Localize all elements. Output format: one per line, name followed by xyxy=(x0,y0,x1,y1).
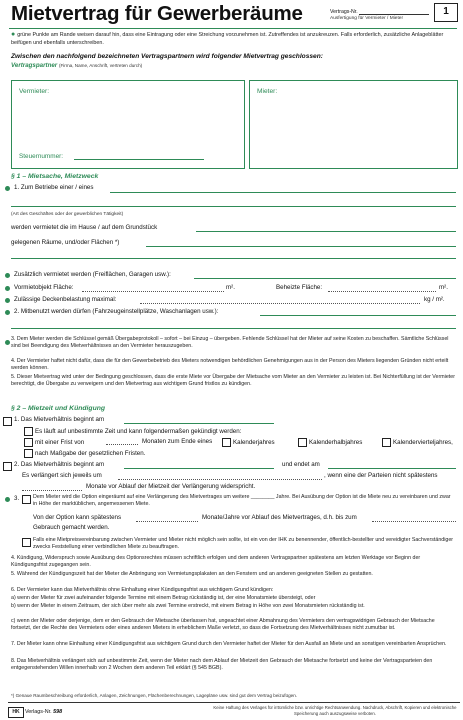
notice-months-label: Monaten zum Ende eines xyxy=(142,438,213,445)
shared-use-label: 2. Mitbenutzt werden dürfen (Fahrzeugeinstellplätze, Waschanlagen usw.): xyxy=(14,308,219,315)
option-date-field[interactable] xyxy=(372,521,456,522)
publisher-logo: HK xyxy=(8,707,24,718)
area-field[interactable] xyxy=(82,291,224,292)
permits-paragraph: 4. Der Vermieter haftet nicht dafür, dass die für den Gewerbebetrieb des Mieters notwendigen behördlichen Genehmigungen aus in der Person des Mieters liegenden Gründen nicht erteilt werden können. xyxy=(11,358,449,372)
clause-b: b) wenn der Mieter in einem Zeitraum, der sich über mehr als zwei Termine erstreckt, mit einem Betrag in Höhe von zwei Monatsmieten rückständig ist. xyxy=(11,603,365,609)
green-dot-icon xyxy=(5,286,10,291)
green-dot-icon xyxy=(5,273,10,278)
tenant-termination-paragraph: 7. Der Mieter kann ohne Einhaltung einer Kündigungsfrist aus wichtigem Grund durch den Vermieter haftet der Mieter für den Ausfall an Miete und an sonstigen vereinbarten Ansprüchen. xyxy=(11,641,447,647)
publisher-number-label: Verlags-Nr. xyxy=(25,709,52,715)
objection-label: Monate vor Ablauf der Mietzeit der Verlängerung widerspricht. xyxy=(86,483,256,490)
parties-label-text: Vertragspartner xyxy=(11,62,58,69)
rooms-line-2[interactable] xyxy=(11,258,456,259)
shared-use-line[interactable] xyxy=(260,315,456,316)
extension-field[interactable] xyxy=(118,479,322,480)
objection-months-field[interactable] xyxy=(22,490,82,491)
statutory-row xyxy=(24,449,145,458)
area-label: Vormietobjekt Fläche: xyxy=(14,284,74,291)
shared-use-line-2[interactable] xyxy=(11,328,456,329)
section-2-title: § 2 – Mietzeit und Kündigung xyxy=(11,405,106,412)
notice-period-row xyxy=(24,438,84,447)
business-type-hint: (Art des Geschäftes oder der gewerblichen Tätigkeit) xyxy=(11,212,124,217)
parties-hint: (Firma, Name, Anschrift, vertreten durch) xyxy=(58,63,143,68)
keys-paragraph: 3. Dem Mieter werden die Schlüssel gemäß Übergabeprotokoll – sofort – bei Einzug – übergeben. Fehlende Schlüssel hat der Mieter auf seine Kosten zu beschaffen. Sämtliche Schlüssel sind bei Beendigung des Mietverhältnisses an den Vermieter herauszugeben. xyxy=(11,336,449,350)
landlord-termination-paragraph: 6. Der Vermieter kann das Mietverhältnis ohne Einhaltung einer Kündigungsfrist aus wichtigem Grund kündigen: xyxy=(11,587,274,593)
indefinite-term-checkbox[interactable] xyxy=(24,427,33,436)
publisher-number xyxy=(25,709,62,715)
tax-number-label: Steuernummer: xyxy=(19,153,64,160)
ceiling-load-unit: kg / m². xyxy=(424,296,445,303)
clause-c: c) wenn der Mieter oder derjenige, dem er den Gebrauch der Mietsache überlassen hat, ungeachtet einer Abmahnung des Vermieters den vertragswidrigen Gebrauch der Mietsache fortsetzt, der die Rechte des Vermieters oder eines anderen Mieters in erheblichem Maße verletzt, so dass die Fortsetzung des Mietverhältnisses nicht zumutbar ist. xyxy=(11,618,435,632)
liability-disclaimer: Keine Haftung des Verlages für irrtümliche bzw. unrichtige Rechtsanwendung. Nachdruck, Abschrift, Kopieren und elektronische Speicherung auch auszugsweise verboten. xyxy=(213,705,457,716)
green-dot-icon xyxy=(5,497,10,502)
business-purpose-label: 1. Zum Betriebe einer / eines xyxy=(14,184,94,191)
notice-period-label: mit einer Frist von xyxy=(35,439,85,447)
rooms-line[interactable] xyxy=(146,246,456,247)
calendar-year-checkbox[interactable] xyxy=(222,438,231,447)
option-deadline-label: Von der Option kann spätestens xyxy=(33,514,122,521)
option-text-b: Jahre. Bei Ausübung der Option ist die Miete neu zu vereinbaren und zwar in Höhe der marktüblichen, angemessenen Miete. xyxy=(33,494,451,508)
notice-period-checkbox[interactable] xyxy=(24,438,33,447)
tenant-box[interactable] xyxy=(249,80,458,169)
arbitration-paragraph: Falls eine Mietpreisvereinbarung zwischen Vermieter und Mieter nicht möglich sein sollte, ist ein von der IHK zu benennender, öffentlich-bestellter und vereidigter Sachverständiger zwecks Feststellung einer verbindlichen Miete zu beauftragen. xyxy=(33,537,454,551)
area-unit: m². xyxy=(226,284,235,291)
business-purpose-line[interactable] xyxy=(110,192,456,193)
contract-number-line[interactable] xyxy=(359,9,429,15)
ceiling-load-field[interactable] xyxy=(140,303,420,304)
landlord-box[interactable] xyxy=(11,80,245,169)
additional-rental-line[interactable] xyxy=(194,278,456,279)
tacit-extension-paragraph: 8. Das Mietverhältnis verlängert sich auf unbestimmte Zeit, wenn der Mieter nach dem Ablauf der Mietzeit den Gebrauch der Mietsache fortsetzt und keine der Vertragsparteien den entgegenstehenden Willen innerhalb von 2 Wochen dem anderen Teil erklärt (§ 545 BGB). xyxy=(11,658,433,672)
page-number: 1 xyxy=(434,3,458,22)
business-purpose-line-2[interactable] xyxy=(11,206,456,207)
page-title: Mietvertrag für Gewerberäume xyxy=(11,2,303,25)
written-form-paragraph: 4. Kündigung, Widerspruch sowie Ausübung des Optionsrechtes müssen schriftlich erfolgen und dem anderen Vertragspartner spätestens am letzten Werktage vor Beginn der Kündigungsfrist zugegangen sein. xyxy=(11,555,421,569)
half-year-checkbox[interactable] xyxy=(298,438,307,447)
extension-cond: , wenn eine der Parteien nicht spätestens xyxy=(324,472,438,479)
tenant-label: Mieter: xyxy=(257,88,278,95)
indefinite-term-text: Es läuft auf unbestimmte Zeit und kann folgendermaßen gekündigt werden: xyxy=(35,428,242,436)
opt-calendar-year xyxy=(222,438,275,447)
arbitration-checkbox[interactable] xyxy=(22,538,31,547)
premises-address-label: werden vermietet die im Hause / auf dem Grundstück xyxy=(11,224,158,231)
parties-heading: Zwischen den nachfolgend bezeichneten Vertragspartnern wird folgender Mietvertrag geschlossen: xyxy=(11,53,323,60)
option-text-a: Dem Mieter wird die Option eingeräumt auf eine Verlängerung des Mietvertrages um weitere xyxy=(33,494,250,500)
green-dot-icon xyxy=(5,186,10,191)
section-1-title: § 1 – Mietsache, Mietzweck xyxy=(11,173,99,180)
ceiling-load-label: Zulässige Deckenbelastung maximal: xyxy=(14,296,117,303)
option-right-checkbox[interactable] xyxy=(22,495,31,504)
heated-area-label: Beheizte Fläche: xyxy=(276,284,323,291)
notice-months-field[interactable] xyxy=(106,444,138,445)
opt-quarter-year xyxy=(382,438,453,447)
quarter-year-label: Kalendervierteljahres, xyxy=(393,439,453,447)
fixed-start-label: 2. Das Mietverhältnis beginnt am xyxy=(14,461,105,468)
fixed-end-label: und endet am xyxy=(282,461,320,468)
footnote: *) Genaue Raumbeschreibung erforderlich, Anlagen, Zeichnungen, Flächenberechnungen, Lagepläne usw. sind gut dem Vertrag beizufügen. xyxy=(11,693,298,698)
half-year-label: Kalenderhalbjahres xyxy=(309,439,363,447)
green-dot-icon xyxy=(5,298,10,303)
condition-paragraph: 5. Dieser Mietvertrag wird unter der Bedingung geschlossen, dass die erste Miete vor Übergabe der Mietsache vom Mieter an den Vermieter zu leisten ist. Bei Nichterfüllung ist der Vermieter berechtigt, die Übergabe zu verweigern und den Mietvertrag aus wichtigem Grund fristlos zu kündigen. xyxy=(11,374,455,388)
footer-divider xyxy=(8,702,460,703)
intro-note xyxy=(11,31,456,47)
additional-rental-label: Zusätzlich vermietet werden (Freiflächen, Garagen usw.): xyxy=(14,271,171,278)
heated-area-unit: m². xyxy=(439,284,448,291)
rooms-label: gelegenen Räume, und/oder Flächen *) xyxy=(11,239,120,246)
extension-label: Es verlängert sich jeweils um xyxy=(22,472,102,479)
fixed-start-line[interactable] xyxy=(124,468,274,469)
start-date-line[interactable] xyxy=(124,423,274,424)
landlord-label: Vermieter: xyxy=(19,88,50,95)
green-dot-icon: ● xyxy=(11,31,16,38)
green-dot-icon xyxy=(5,340,10,345)
option-deadline-field[interactable] xyxy=(136,521,198,522)
opt-half-year xyxy=(298,438,362,447)
clause-a: a) wenn der Mieter für zwei aufeinander folgende Termine mit einem Betrag rückständig ist, der eine Monatsmiete übersteigt, oder xyxy=(11,595,316,601)
heated-area-field[interactable] xyxy=(328,291,436,292)
statutory-checkbox[interactable] xyxy=(24,449,33,458)
contract-number-label: Vertrags-Nr. xyxy=(330,9,358,15)
option-paragraph: Dem Mieter wird die Option eingeräumt auf eine Verlängerung des Mietvertrages um weitere ________ Jahre. Bei Ausübung der Option ist die Miete neu zu vereinbaren und zwar in Höhe der marktüblichen, angemessenen Miete. xyxy=(33,494,451,508)
contract-number-field[interactable] xyxy=(330,9,429,15)
option-2-checkbox[interactable] xyxy=(3,462,12,471)
publisher-number-value: 598 xyxy=(53,709,63,715)
option-use-text: Gebrauch gemacht werden. xyxy=(33,524,110,531)
fixed-end-line[interactable] xyxy=(328,468,456,469)
green-dot-icon xyxy=(5,310,10,315)
quarter-year-checkbox[interactable] xyxy=(382,438,391,447)
parties-label xyxy=(11,62,142,69)
statutory-label: nach Maßgabe der gesetzlichen Fristen. xyxy=(35,450,146,458)
option-deadline-text: Monate/Jahre vor Ablauf des Mietvertrages, d.h. bis zum xyxy=(202,514,357,521)
intro-text: grüne Punkte am Rande weisen darauf hin, dass eine Eintragung oder eine Streichung vorzunehmen ist. Zutreffendes ist anzukreuzen. Falls erforderlich, zusätzliche Anlageblätter beifügen und ebenfalls unterschreiben. xyxy=(11,32,444,46)
calendar-year-label: Kalenderjahres xyxy=(233,439,275,447)
indefinite-term-row xyxy=(24,427,241,436)
copy-designation: Ausfertigung für Vermieter / Mieter xyxy=(330,16,404,21)
start-date-label: 1. Das Mietverhältnis beginnt am xyxy=(14,416,105,423)
posters-paragraph: 5. Während der Kündigungszeit hat der Mieter die Anbringung von Vermietungsplakaten an den Fenstern und an anderen geeigneten Stellen zu gestatten. xyxy=(11,571,373,577)
header-divider xyxy=(9,28,457,29)
tax-number-line[interactable] xyxy=(74,159,204,160)
option-1-checkbox[interactable] xyxy=(3,417,12,426)
option-number: 3. xyxy=(14,495,20,502)
premises-address-line[interactable] xyxy=(196,231,456,232)
